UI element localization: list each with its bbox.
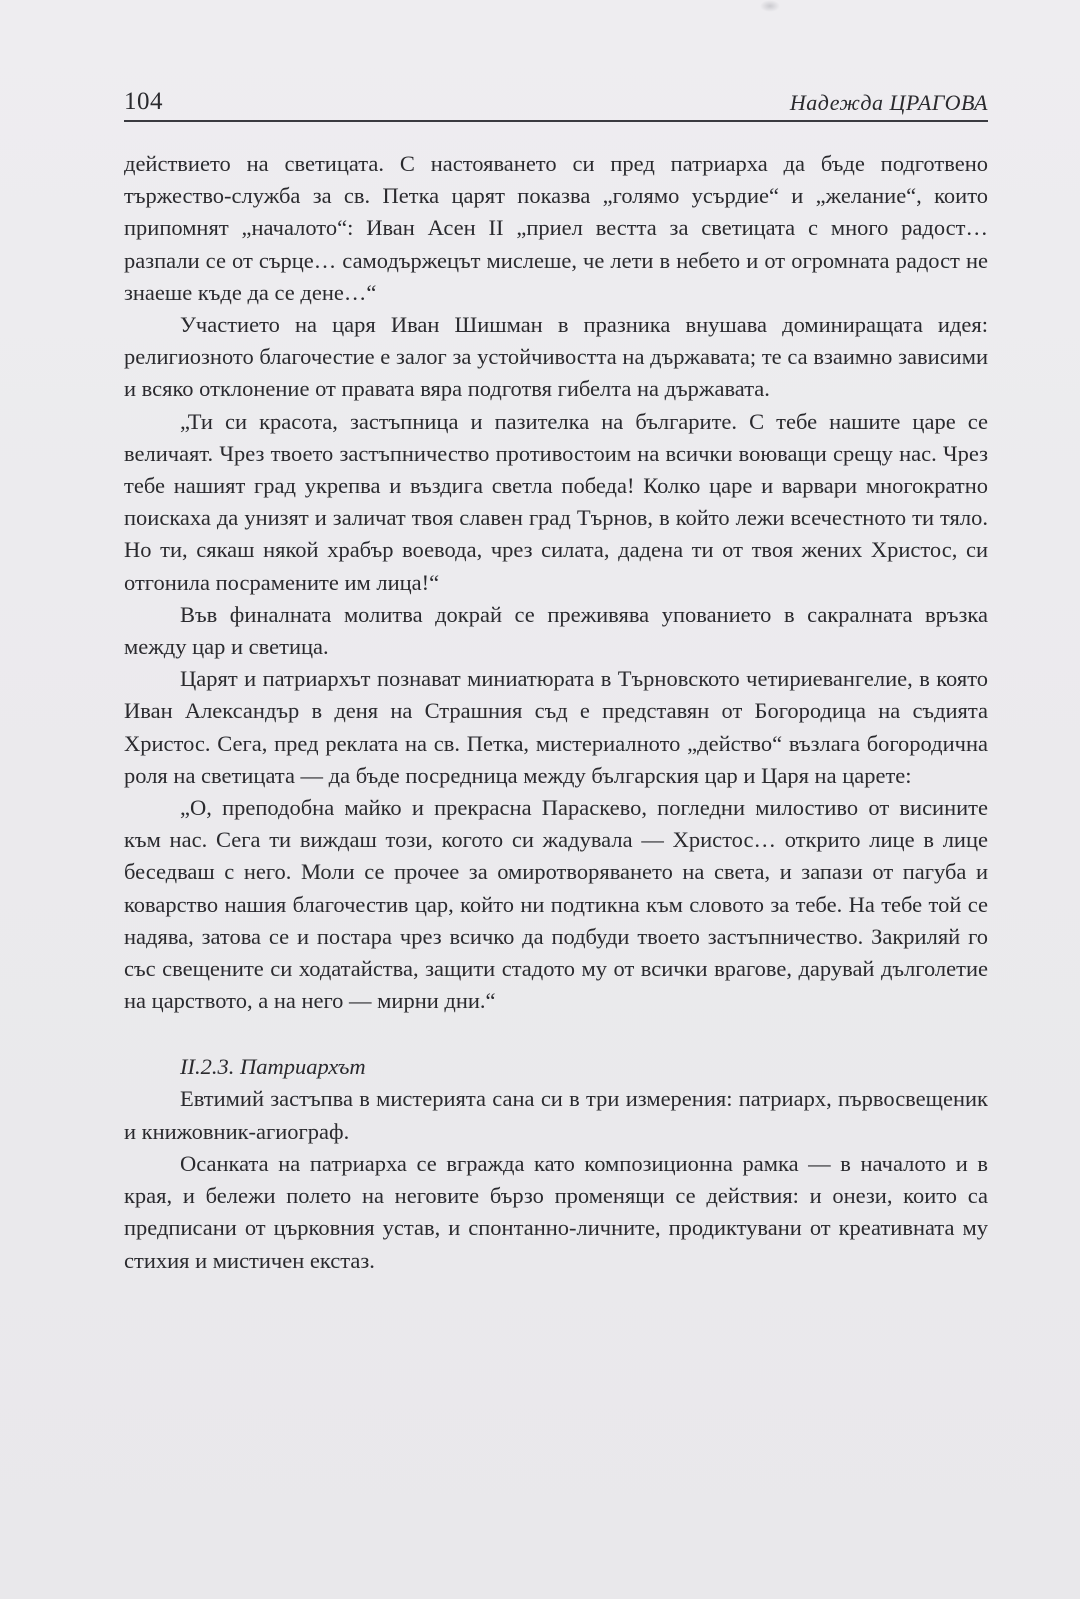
header-rule [124,120,988,122]
paragraph: Участието на царя Иван Шишман в празника внушава доминиращата идея: религиозното благочестие е залог за устойчивостта на държавата; те са взаимно зависими и всяко отклонение от правата вяра подготвя гибелта на държавата. [124,312,988,402]
paragraph: Евтимий застъпва в мистерията сана си в три измерения: патриарх, първосвещеник и книжовник-агиограф. [124,1086,988,1144]
section-heading: II.2.3. Патриархът [180,1054,366,1080]
body-text [124,148,988,1277]
paragraph: Царят и патриархът познават миниатюрата в Търновското четириевангелие, в която Иван Александър в деня на Страшния съд е представян от Богородица на съдията Христос. Сега, пред реклата на св. Петка, мистериалното „действо“ възлага богородична роля на светицата — да бъде посредница между българския цар и Царя на царете: [124,666,988,788]
scan-artifact [760,0,780,12]
paragraph: действието на светицата. С настояването си пред патриарха да бъде подготвено тържество-служба за св. Петка царят показва „голямо усърдие“ и „желание“, които припомнят „началото“: Иван Асен II „приел вестта за светицата с много радост… разпали се от сърце… самодържецът мислеше, че лети в небето и от огромната радост не знаеше къде да се дене…“ [124,151,988,305]
paragraph: „О, преподобна майко и прекрасна Параскево, погледни милостиво от висините към нас. Сега ти виждаш този, когото си жадувала — Христос… открито лице в лице беседваш с него. Моли се прочее за омиротворяването на света, и запази от пагуба и коварство нашия благочестив цар, който ни подтикна към словото за тебе. На тебе той се надява, затова се и постара чрез всичко да подбуди твоето застъпничество. Закриляй го със свещените си ходатайства, защити стадото му от всички врагове, дарувай дълголетие на царството, а на него — мирни дни.“ [124,795,988,1014]
page-header [124,84,988,124]
running-head: Надежда ЦРАГОВА [789,90,988,115]
page-number: 104 [124,88,163,115]
paragraph: Осанката на патриарха се вгражда като композиционна рамка — в началото и в края, и бележи полето на неговите бързо променящи се действия: и онези, които са предписани от църковния устав, и спонтанно-личните, продиктувани от креативната му стихия и мистичен екстаз. [124,1150,988,1273]
paragraph: „Ти си красота, застъпница и пазителка на българите. С тебе нашите царе се величаят. Чрез твоето застъпничество противостоим на всички воюващи срещу нас. Чрез тебе нашият град укрепва и въздига светла победа! Колко царе и варвари многократно поискаха да унизят и заличат твоя славен град Търнов, в който лежи всечестното ти тяло. Но ти, сякаш някой храбър воевода, чрез силата, дадена ти от твоя жених Христос, си отгонила посрамените им лица!“ [124,408,988,595]
paragraph: Във финалната молитва докрай се преживява упованието в сакралната връзка между цар и светица. [124,601,988,660]
